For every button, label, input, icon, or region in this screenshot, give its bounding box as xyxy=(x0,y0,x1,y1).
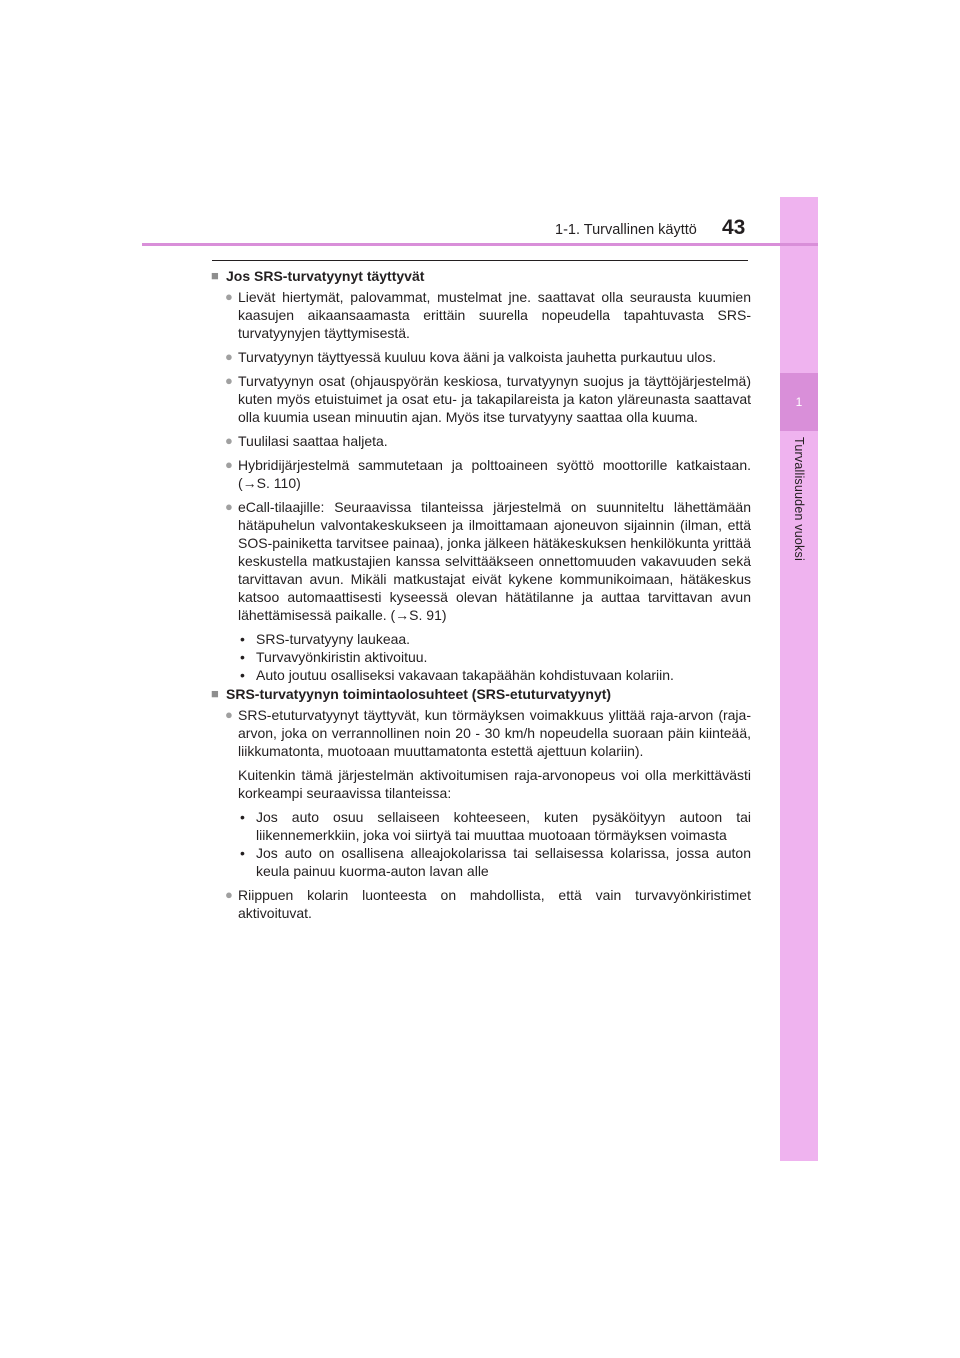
sub-bullet xyxy=(238,808,751,844)
list-item xyxy=(225,432,751,450)
list-item-text: SRS-etuturvatyynyt täyttyvät, kun törmäyksen voimakkuus ylittää raja-arvon (raja-arvon, joka on verrannollinen noin 20 - 30 km/h nopeudella suoraan päin kiinteää, liikkumatonta, muotoaan muuttamatonta estettä ajettuun kolariin). xyxy=(238,707,751,759)
chapter-number-tab xyxy=(780,373,818,431)
paragraph: Kuitenkin tämä järjestelmän aktivoitumisen raja-arvonopeus voi olla merkittävästi korkeampi seuraavissa tilanteissa: xyxy=(238,767,751,801)
sub-bullet-text: Auto joutuu osalliseksi vakavaan takapäähän kohdistuvaan kolariin. xyxy=(256,667,674,683)
sub-bullet-text: Turvavyönkiristin aktivoituu. xyxy=(256,649,428,665)
dot-icon: • xyxy=(240,667,245,683)
list-item xyxy=(225,706,751,760)
section-heading xyxy=(211,685,751,703)
chapter-number: 1 xyxy=(795,395,803,409)
dot-icon: • xyxy=(240,649,245,665)
sub-bullet-text: Jos auto osuu sellaiseen kohteeseen, kuten pysäköityyn autoon tai liikennemerkkiin, joka voi siirtyä tai muuttaa muotoaan törmäyksen voimasta xyxy=(256,809,751,843)
dot-icon: • xyxy=(240,809,245,825)
list-item-text: Tuulilasi saattaa haljeta. xyxy=(238,433,388,449)
list-item xyxy=(225,886,751,922)
list-item xyxy=(225,498,751,624)
chapter-title-vertical xyxy=(780,437,818,597)
content-rule xyxy=(212,260,748,261)
section-title: 1-1. Turvallinen käyttö xyxy=(555,222,697,238)
list-item-text: Turvatyynyn täyttyessä kuuluu kova ääni ja valkoista jauhetta purkautuu ulos. xyxy=(238,349,717,365)
sub-bullet xyxy=(238,648,751,666)
list-item-text: Turvatyynyn osat (ohjauspyörän keskiosa, turvatyynyn suojus ja täyttöjärjestelmä) kuten myös etuistuimet ja osat etu- ja takapilareista ja katon yläreunasta saattavat olla kuumia usean minuutin ajan. Myös itse turvatyyny saattaa olla kuuma. xyxy=(238,373,751,425)
sub-bullet xyxy=(238,666,751,684)
sub-bullet xyxy=(238,844,751,880)
header-divider xyxy=(142,243,818,246)
black-square-icon: ■ xyxy=(211,268,219,283)
section-heading-text: SRS-turvatyynyn toimintaolosuhteet (SRS-etuturvatyynyt) xyxy=(226,686,612,702)
dot-icon: • xyxy=(240,845,245,861)
round-bullet-icon: ● xyxy=(225,707,233,722)
list-item-text: Riippuen kolarin luonteesta on mahdollista, että vain turvavyönkiristimet aktivoituvat. xyxy=(238,887,751,921)
round-bullet-icon: ● xyxy=(225,887,233,902)
sub-bullet-list xyxy=(238,630,751,684)
round-bullet-icon: ● xyxy=(225,499,233,514)
page-content xyxy=(211,266,751,928)
section-heading-text: Jos SRS-turvatyynyt täyttyvät xyxy=(226,268,425,284)
list-item xyxy=(225,348,751,366)
dot-icon: • xyxy=(240,631,245,647)
list-item xyxy=(225,372,751,426)
round-bullet-icon: ● xyxy=(225,433,233,448)
round-bullet-icon: ● xyxy=(225,373,233,388)
list-item xyxy=(225,456,751,492)
sub-bullet-text: Jos auto on osallisena alleajokolarissa tai sellaisessa kolarissa, jossa auton keula painuu kuorma-auton lavan alle xyxy=(256,845,751,879)
round-bullet-icon: ● xyxy=(225,457,233,472)
sub-bullet-text: SRS-turvatyyny laukeaa. xyxy=(256,631,411,647)
list-item xyxy=(225,288,751,342)
sub-bullet-list xyxy=(238,808,751,880)
list-item-text: eCall-tilaajille: Seuraavissa tilanteissa järjestelmä on suunniteltu lähettämään hätäpuhelun valvontakeskukseen ja ilmoittamaan ajoneuvon sijainnin (ilman, että SOS-painiketta tarvitsee painaa), jonka jälkeen hätäkeskuksen henkilökunta yrittää keskustella matkustajien kanssa selvittääkseen onnettomuuden vakavuuden sekä tarvittavan avun. Mikäli matkustajat eivät kykene kommunikoimaan, hätäkeskus katsoo automaattisesti kyseessä olevan hätätilanne ja auttaa tarvittavan avun lähettämisessä paikalle. (→S. 91) xyxy=(238,499,751,623)
sub-bullet xyxy=(238,630,751,648)
list-item-text: Lievät hiertymät, palovammat, mustelmat jne. saattavat olla seurausta kuumien kaasujen aikaansaamasta erittäin suurella nopeudella tapahtuvasta SRS-turvatyynyjen täyttymisestä. xyxy=(238,289,751,341)
page-number: 43 xyxy=(722,216,746,239)
section-heading xyxy=(211,267,751,285)
list-item-text: Hybridijärjestelmä sammutetaan ja polttoaineen syöttö moottorille katkaistaan. (→S. 110) xyxy=(238,457,751,491)
chapter-title: Turvallisuuden vuoksi xyxy=(792,437,806,561)
black-square-icon: ■ xyxy=(211,686,219,701)
round-bullet-icon: ● xyxy=(225,289,233,304)
chapter-sidebar xyxy=(780,197,818,1161)
round-bullet-icon: ● xyxy=(225,349,233,364)
